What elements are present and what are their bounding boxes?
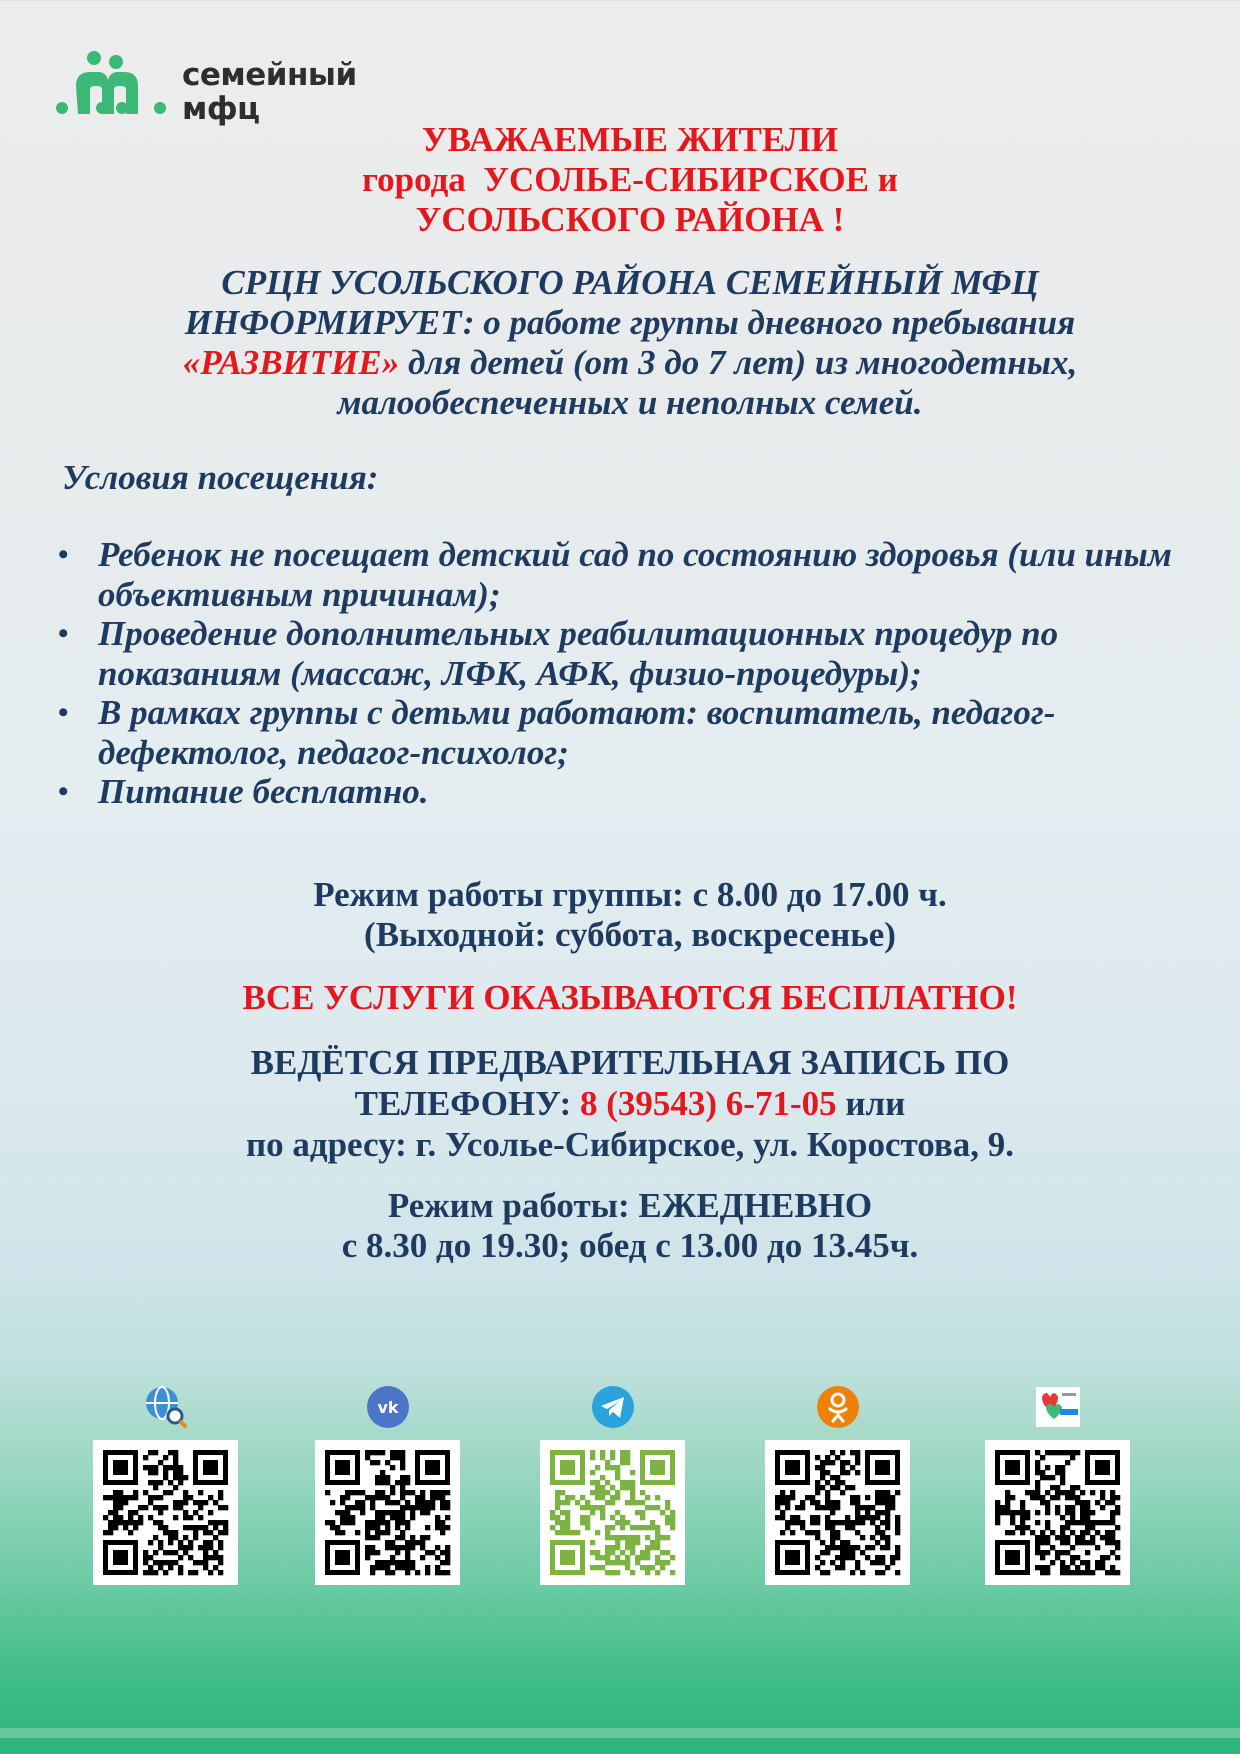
qr-telegram[interactable] [540,1385,685,1585]
vmeste-logo-icon [1036,1385,1080,1429]
greeting-heading [0,120,1240,240]
signup-info [0,1042,1240,1165]
schedule-line-2: (Выходной: суббота, воскресенье) [364,915,896,954]
list-item: • Проведение дополнительных реабилитационных процедур по показаниям (массаж, ЛФК, АФК, физио-процедуры); [56,614,1186,693]
intro-block [0,263,1240,423]
conditions-list [56,535,1186,812]
schedule-line-1: Режим работы группы: с 8.00 до 17.00 ч. [313,875,947,914]
svg-text:vk: vk [376,1398,399,1417]
qr-code[interactable] [540,1440,685,1585]
free-services-notice: ВСЕ УСЛУГИ ОКАЗЫВАЮТСЯ БЕСПЛАТНО! [242,978,1018,1017]
intro-line-3-rest: для детей (от 3 до 7 лет) из многодетных, [399,343,1078,382]
family-logo-icon [56,50,168,126]
intro-line-4: малообеспеченных и неполных семей. [337,383,923,422]
bottom-stripe [0,1728,1240,1738]
work-hours-line-2: с 8.30 до 19.30; обед с 13.00 до 13.45ч. [341,1226,919,1265]
qr-code[interactable] [765,1440,910,1585]
intro-line-3 [0,343,1240,383]
vk-icon [366,1385,410,1429]
signup-line-1: ВЕДЁТСЯ ПРЕДВАРИТЕЛЬНАЯ ЗАПИСЬ ПО [250,1043,1010,1082]
telegram-icon [591,1385,635,1429]
semeyny-mfc-logo [56,50,376,130]
greeting-line-3: УСОЛЬСКОГО РАЙОНА ! [415,200,845,239]
list-item: • Питание бесплатно. [56,772,1186,812]
intro-line-2: ИНФОРМИРУЕТ: о работе группы дневного пребывания [184,303,1076,342]
logo-line-1: семейный [182,57,357,93]
program-name: «РАЗВИТИЕ» [182,343,400,382]
signup-phone-label: ТЕЛЕФОНУ: [354,1084,580,1123]
signup-address: по адресу: г. Усолье-Сибирское, ул. Коростова, 9. [245,1125,1015,1164]
signup-or: или [836,1084,906,1123]
list-item: • Ребенок не посещает детский сад по состоянию здоровья (или иным объективным причинам); [56,535,1186,614]
greeting-line-1: УВАЖАЕМЫЕ ЖИТЕЛИ [421,120,839,159]
qr-vk[interactable] [315,1385,460,1585]
qr-code[interactable] [93,1440,238,1585]
group-schedule [0,875,1240,955]
qr-code[interactable] [985,1440,1130,1585]
odnoklassniki-icon [816,1385,860,1429]
work-hours-line-1: Режим работы: ЕЖЕДНЕВНО [387,1186,873,1225]
conditions-title: Условия посещения: [62,458,379,497]
qr-odnoklassniki[interactable] [765,1385,910,1585]
intro-line-1: СРЦН УСОЛЬСКОГО РАЙОНА СЕМЕЙНЫЙ МФЦ [221,263,1039,302]
qr-website[interactable] [93,1385,238,1585]
globe-search-icon [144,1385,188,1429]
greeting-line-2: города УСОЛЬЕ-СИБИРСКОЕ и [362,160,898,199]
list-item: • В рамках группы с детьми работают: воспитатель, педагог-дефектолог, педагог-психолог; [56,693,1186,772]
qr-code[interactable] [315,1440,460,1585]
signup-line-2 [0,1083,1240,1124]
work-hours [0,1186,1240,1266]
qr-vmeste[interactable] [985,1385,1130,1585]
logo-line-2: мфц [182,91,260,127]
phone-number[interactable]: 8 (39543) 6-71-05 [580,1084,837,1123]
